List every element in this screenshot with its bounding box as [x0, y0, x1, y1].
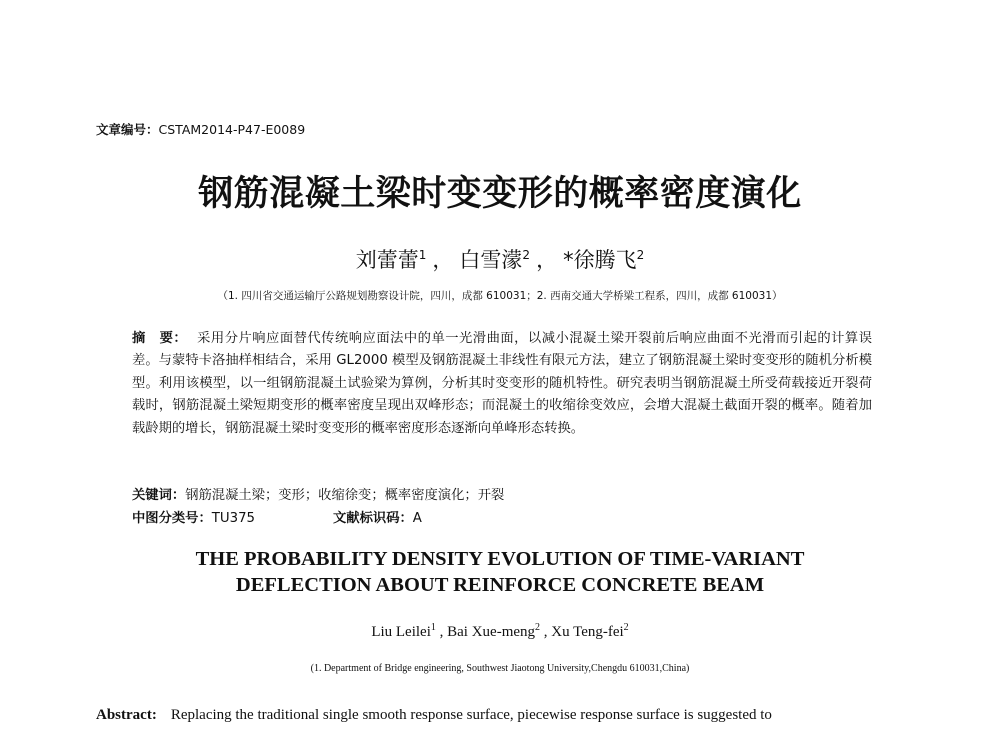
classification-label: 中图分类号：: [132, 511, 212, 526]
chinese-authors: [0, 244, 1000, 274]
article-number: [96, 120, 305, 138]
english-title-line-2: DEFLECTION ABOUT REINFORCE CONCRETE BEAM: [235, 574, 765, 596]
en-author-2-affil: 2: [535, 622, 541, 633]
en-author-1-affil: 1: [430, 622, 436, 633]
doc-code-label: 文献标识码：: [333, 511, 413, 526]
cn-author-2: 白雪濛: [459, 248, 523, 272]
classification-value: TU375: [211, 511, 256, 526]
english-authors: [0, 622, 1000, 641]
cn-author-2-affil: 2: [522, 248, 531, 262]
cn-author-separator: ，: [536, 248, 558, 272]
chinese-abstract-label: 摘 要：: [132, 331, 188, 346]
cn-author-3-affil: 2: [636, 248, 645, 262]
article-number-label: 文章编号：: [96, 122, 159, 137]
chinese-affiliation: （1. 四川省交通运输厅公路规划勘察设计院，四川，成都 610031；2. 西南交通大学桥梁工程系，四川，成都 610031）: [217, 290, 783, 302]
cn-author-separator: ，: [432, 248, 454, 272]
english-title-line-1: THE PROBABILITY DENSITY EVOLUTION OF TIME-VARIANT: [195, 548, 805, 570]
english-abstract-label: Abstract:: [96, 707, 157, 723]
en-author-separator: ,: [540, 624, 552, 640]
keywords-text: 钢筋混凝土梁；变形；收缩徐变；概率密度演化；开裂: [185, 488, 505, 503]
chinese-title: 钢筋混凝土梁时变变形的概率密度演化: [198, 174, 802, 214]
en-author-3-affil: 2: [623, 622, 629, 633]
chinese-abstract: [132, 328, 872, 440]
english-title: [0, 546, 1000, 598]
chinese-abstract-text: 采用分片响应面替代传统响应面法中的单一光滑曲面，以减小混凝土梁开裂前后响应曲面不光滑而引起的计算误差。与蒙特卡洛抽样相结合，采用 GL2000 模型及钢筋混凝土非线性有限元方法，建立了钢筋混凝土梁时变变形的随机分析模型。利用该模型，以一组钢筋混凝土试验梁为算例，分析其时变变形的随机特性。研究表明当钢筋混凝土所受荷载接近开裂荷载时，钢筋混凝土梁短期变形的概率密度呈现出双峰形态；而混凝土的收缩徐变效应，会增大混凝土截面开裂的概率。随着加载龄期的增长，钢筋混凝土梁时变变形的概率密度形态逐渐向单峰形态转换。: [132, 331, 873, 436]
english-affiliation: (1. Department of Bridge engineering, Southwest Jiaotong University,Chengdu 610031,China): [310, 663, 690, 674]
article-number-value: CSTAM2014-P47-E0089: [158, 122, 306, 137]
keywords-label: 关键词：: [132, 488, 186, 503]
cn-author-3: *徐腾飞: [563, 248, 637, 272]
english-abstract: [96, 707, 916, 724]
cn-author-1-affil: 1: [418, 248, 427, 262]
en-author-2: Bai Xue-meng: [447, 624, 536, 640]
chinese-keywords: [132, 484, 504, 503]
en-author-1: Liu Leilei: [371, 624, 431, 640]
en-author-separator: ,: [435, 624, 448, 640]
classification-line: [132, 507, 422, 526]
english-abstract-text: Replacing the traditional single smooth response surface, piecewise response surface is suggested to: [170, 707, 772, 723]
en-author-3: Xu Teng-fei: [551, 624, 624, 640]
cn-author-1: 刘蕾蕾: [355, 248, 419, 272]
doc-code-value: A: [412, 511, 422, 526]
